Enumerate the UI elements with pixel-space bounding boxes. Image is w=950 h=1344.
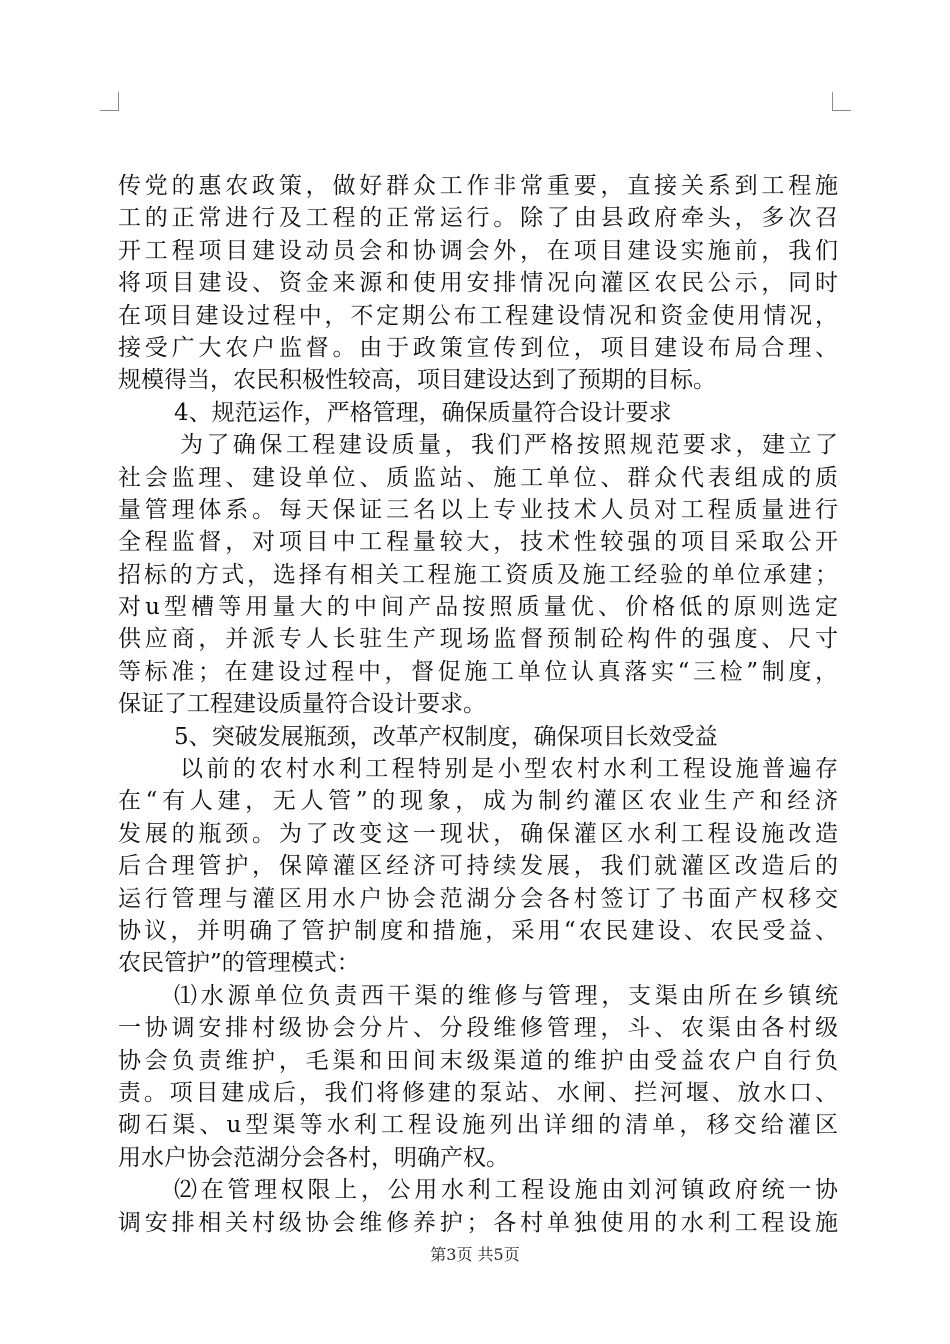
document-body	[118, 170, 838, 1239]
text-line: 量管理体系。每天保证三名以上专业技术人员对工程质量进行	[118, 496, 838, 523]
crop-mark-top-left	[100, 92, 119, 111]
text-line: 4、规范运作，严格管理，确保质量符合设计要求	[174, 399, 672, 426]
text-line: 开工程项目建设动员会和协调会外，在项目建设实施前，我们	[118, 237, 838, 264]
text-line: 全程监督，对项目中工程量较大，技术性较强的项目采取公开	[118, 529, 838, 556]
text-line: 砌石渠、u型渠等水利工程设施列出详细的清单，移交给灌区	[118, 1112, 838, 1139]
text-line: 招标的方式，选择有相关工程施工资质及施工经验的单位承建；	[118, 561, 838, 588]
crop-mark-top-right	[832, 92, 851, 111]
text-line: 对u型槽等用量大的中间产品按照质量优、价格低的原则选定	[118, 594, 838, 621]
text-line: ⑵在管理权限上，公用水利工程设施由刘河镇政府统一协	[174, 1177, 838, 1204]
text-line: 社会监理、建设单位、质监站、施工单位、群众代表组成的质	[118, 464, 838, 491]
text-line: 将项目建设、资金来源和使用安排情况向灌区农民公示，同时	[118, 270, 838, 297]
text-line: 农民管护”的管理模式：	[118, 950, 360, 977]
text-line: 用水户协会范湖分会各村，明确产权。	[118, 1144, 509, 1171]
text-line: 在项目建设过程中，不定期公布工程建设情况和资金使用情况，	[118, 302, 838, 329]
page-footer: 第3页 共5页	[430, 1245, 520, 1264]
text-line: 工的正常进行及工程的正常运行。除了由县政府牵头，多次召	[118, 205, 838, 232]
text-line: 规模得当，农民积极性较高，项目建设达到了预期的目标。	[118, 367, 716, 394]
text-line: 传党的惠农政策，做好群众工作非常重要，直接关系到工程施	[118, 173, 838, 199]
text-line: 供应商，并派专人长驻生产现场监督预制砼构件的强度、尺寸	[118, 626, 838, 653]
text-line: ⑴水源单位负责西干渠的维修与管理，支渠由所在乡镇统	[174, 982, 838, 1009]
text-line: 一协调安排村级协会分片、分段维修管理，斗、农渠由各村级	[118, 1015, 838, 1042]
text-line: 运行管理与灌区用水户协会范湖分会各村签订了书面产权移交	[118, 885, 838, 912]
text-line: 协议，并明确了管护制度和措施，采用“农民建设、农民受益、	[118, 917, 838, 944]
text-line: 后合理管护，保障灌区经济可持续发展，我们就灌区改造后的	[118, 853, 838, 880]
text-line: 协会负责维护，毛渠和田间末级渠道的维护由受益农户自行负	[118, 1047, 838, 1074]
text-line: 责。项目建成后，我们将修建的泵站、水闸、拦河堰、放水口、	[118, 1079, 838, 1106]
text-line: 保证了工程建设质量符合设计要求。	[118, 691, 486, 718]
text-line: 5、突破发展瓶颈，改革产权制度，确保项目长效受益	[174, 723, 718, 750]
text-line: 等标准；在建设过程中，督促施工单位认真落实“三检”制度，	[118, 658, 838, 685]
text-line: 发展的瓶颈。为了改变这一现状，确保灌区水利工程设施改造	[118, 820, 838, 847]
text-line: 以前的农村水利工程特别是小型农村水利工程设施普遍存	[180, 756, 838, 783]
text-line: 调安排相关村级协会维修养护；各村单独使用的水利工程设施	[118, 1209, 838, 1236]
text-line: 接受广大农户监督。由于政策宣传到位，项目建设布局合理、	[118, 334, 838, 361]
text-line: 在“有人建，无人管”的现象，成为制约灌区农业生产和经济	[118, 788, 838, 815]
text-line: 为了确保工程建设质量，我们严格按照规范要求，建立了	[180, 432, 838, 459]
